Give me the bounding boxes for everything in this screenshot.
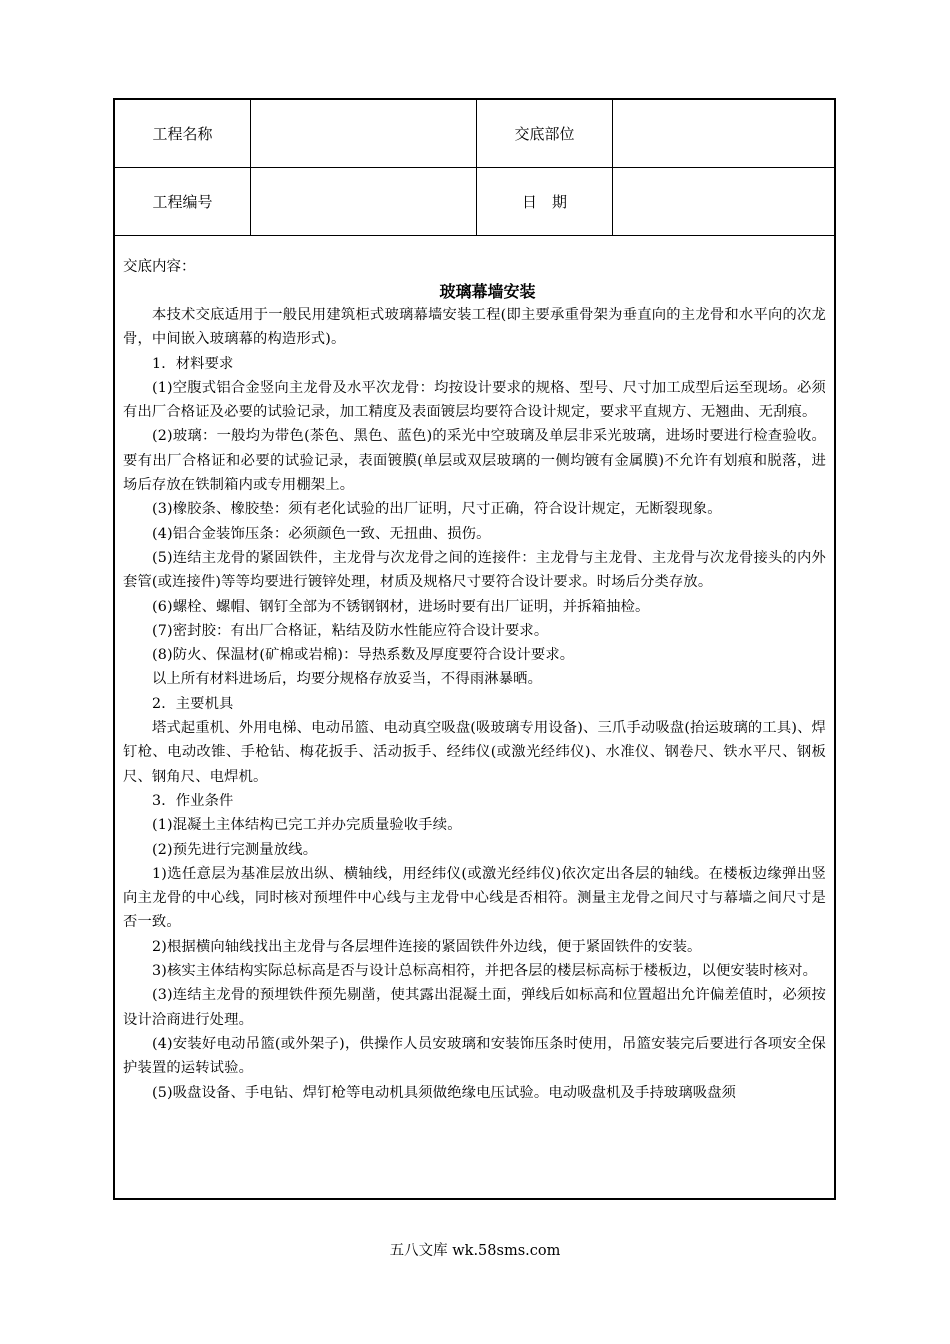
project-name-value: [251, 100, 477, 167]
paragraph: (4)安装好电动吊篮(或外架子)，供操作人员安玻璃和安装饰压条时使用，吊篮安装完后要进行各项安全保护装置的运转试验。: [123, 1035, 826, 1077]
disclosure-part-label: 交底部位: [477, 100, 613, 167]
disclosure-part-value: [613, 100, 834, 167]
header-row-1: [115, 100, 834, 168]
section-heading: 3．作业条件: [152, 792, 234, 809]
disclosure-content: [115, 237, 834, 1105]
paragraph: 3)核实主体结构实际总标高是否与设计总标高相符，并把各层的楼层标高标于楼板边，以便安装时核对。: [152, 963, 818, 980]
paragraph: (1)混凝土主体结构已完工并办完质量验收手续。: [152, 817, 462, 834]
paragraph: 2)根据横向轴线找出主龙骨与各层埋件连接的紧固铁件外边线，便于紧固铁件的安装。: [152, 938, 702, 955]
paragraph: (8)防火、保温材(矿棉或岩棉)：导热系数及厚度要符合设计要求。: [152, 647, 575, 664]
project-number-value: [251, 168, 477, 235]
paragraph: (3)橡胶条、橡胶垫：须有老化试验的出厂证明，尺寸正确，符合设计规定，无断裂现象。: [152, 501, 722, 518]
paragraph: (6)螺栓、螺帽、钢钉全部为不锈钢钢材，进场时要有出厂证明，并拆箱抽检。: [152, 598, 650, 615]
footer-watermark: 五八文库 wk.58sms.com: [389, 1243, 561, 1259]
paragraph: (5)连结主龙骨的紧固铁件，主龙骨与次龙骨之间的连接件：主龙骨与主龙骨、主龙骨与次龙骨接头的内外套管(或连接件)等等均要进行镀锌处理，材质及规格尺寸要符合设计要求。时场后分类存放。: [123, 549, 826, 591]
paragraph: 塔式起重机、外用电梯、电动吊篮、电动真空吸盘(吸玻璃专用设备)、三爪手动吸盘(抬运玻璃的工具)、焊钉枪、电动改锥、手枪钻、梅花扳手、活动扳手、经纬仪(或激光经纬仪)、水准仪、钢卷尺、铁水平尺、钢板尺、钢角尺、电焊机。: [123, 720, 826, 785]
date-value: [613, 168, 834, 235]
header-row-2: [115, 168, 834, 236]
content-lead: 交底内容：: [123, 259, 196, 275]
paragraph: (7)密封胶：有出厂合格证，粘结及防水性能应符合设计要求。: [152, 622, 549, 639]
paragraph: (1)空腹式铝合金竖向主龙骨及水平次龙骨：均按设计要求的规格、型号、尺寸加工成型后运至现场。必须有出厂合格证及必要的试验记录，加工精度及表面镀层均要符合设计规定，要求平直规方、无翘曲、无刮痕。: [123, 379, 826, 421]
paragraph: (5)吸盘设备、手电钻、焊钉枪等电动机具须做绝缘电压试验。电动吸盘机及手持玻璃吸盘须: [152, 1084, 737, 1101]
paragraph: (2)玻璃：一般均为带色(茶色、黑色、蓝色)的采光中空玻璃及单层非采光玻璃，进场时要进行检查验收。要有出厂合格证和必要的试验记录，表面镀膜(单层或双层玻璃的一侧均镀有金属膜)不允许有划痕和脱落，进场后存放在铁制箱内或专用棚架上。: [123, 428, 826, 494]
section-heading: 2．主要机具: [152, 695, 234, 712]
paragraph: 以上所有材料进场后，均要分规格存放妥当，不得雨淋暴晒。: [152, 671, 543, 688]
paragraph: (3)连结主龙骨的预埋铁件预先剔凿，使其露出混凝土面，弹线后如标高和位置超出允许偏差值时，必须按设计洽商进行处理。: [123, 987, 826, 1028]
paragraph: (4)铝合金装饰压条：必须颜色一致、无扭曲、损伤。: [152, 525, 491, 542]
section-heading: 1．材料要求: [152, 355, 234, 372]
paragraph: 1)选任意层为基准层放出纵、横轴线，用经纬仪(或激光经纬仪)依次定出各层的轴线。在楼板边缘弹出竖向主龙骨的中心线，同时核对预埋件中心线与主龙骨中心线是否相符。测量主龙骨之间尺寸与幕墙之间尺寸是否一致。: [123, 865, 826, 931]
paragraph: (2)预先进行完测量放线。: [152, 841, 318, 858]
project-number-label: 工程编号: [115, 168, 251, 235]
project-name-label: 工程名称: [115, 100, 251, 167]
disclosure-form: [113, 98, 836, 1200]
date-label: 日 期: [477, 168, 613, 235]
paragraph: 本技术交底适用于一般民用建筑柜式玻璃幕墙安装工程(即主要承重骨架为垂直向的主龙骨和水平向的次龙骨，中间嵌入玻璃幕的构造形式)。: [123, 307, 826, 348]
content-title: 玻璃幕墙安装: [439, 282, 536, 301]
